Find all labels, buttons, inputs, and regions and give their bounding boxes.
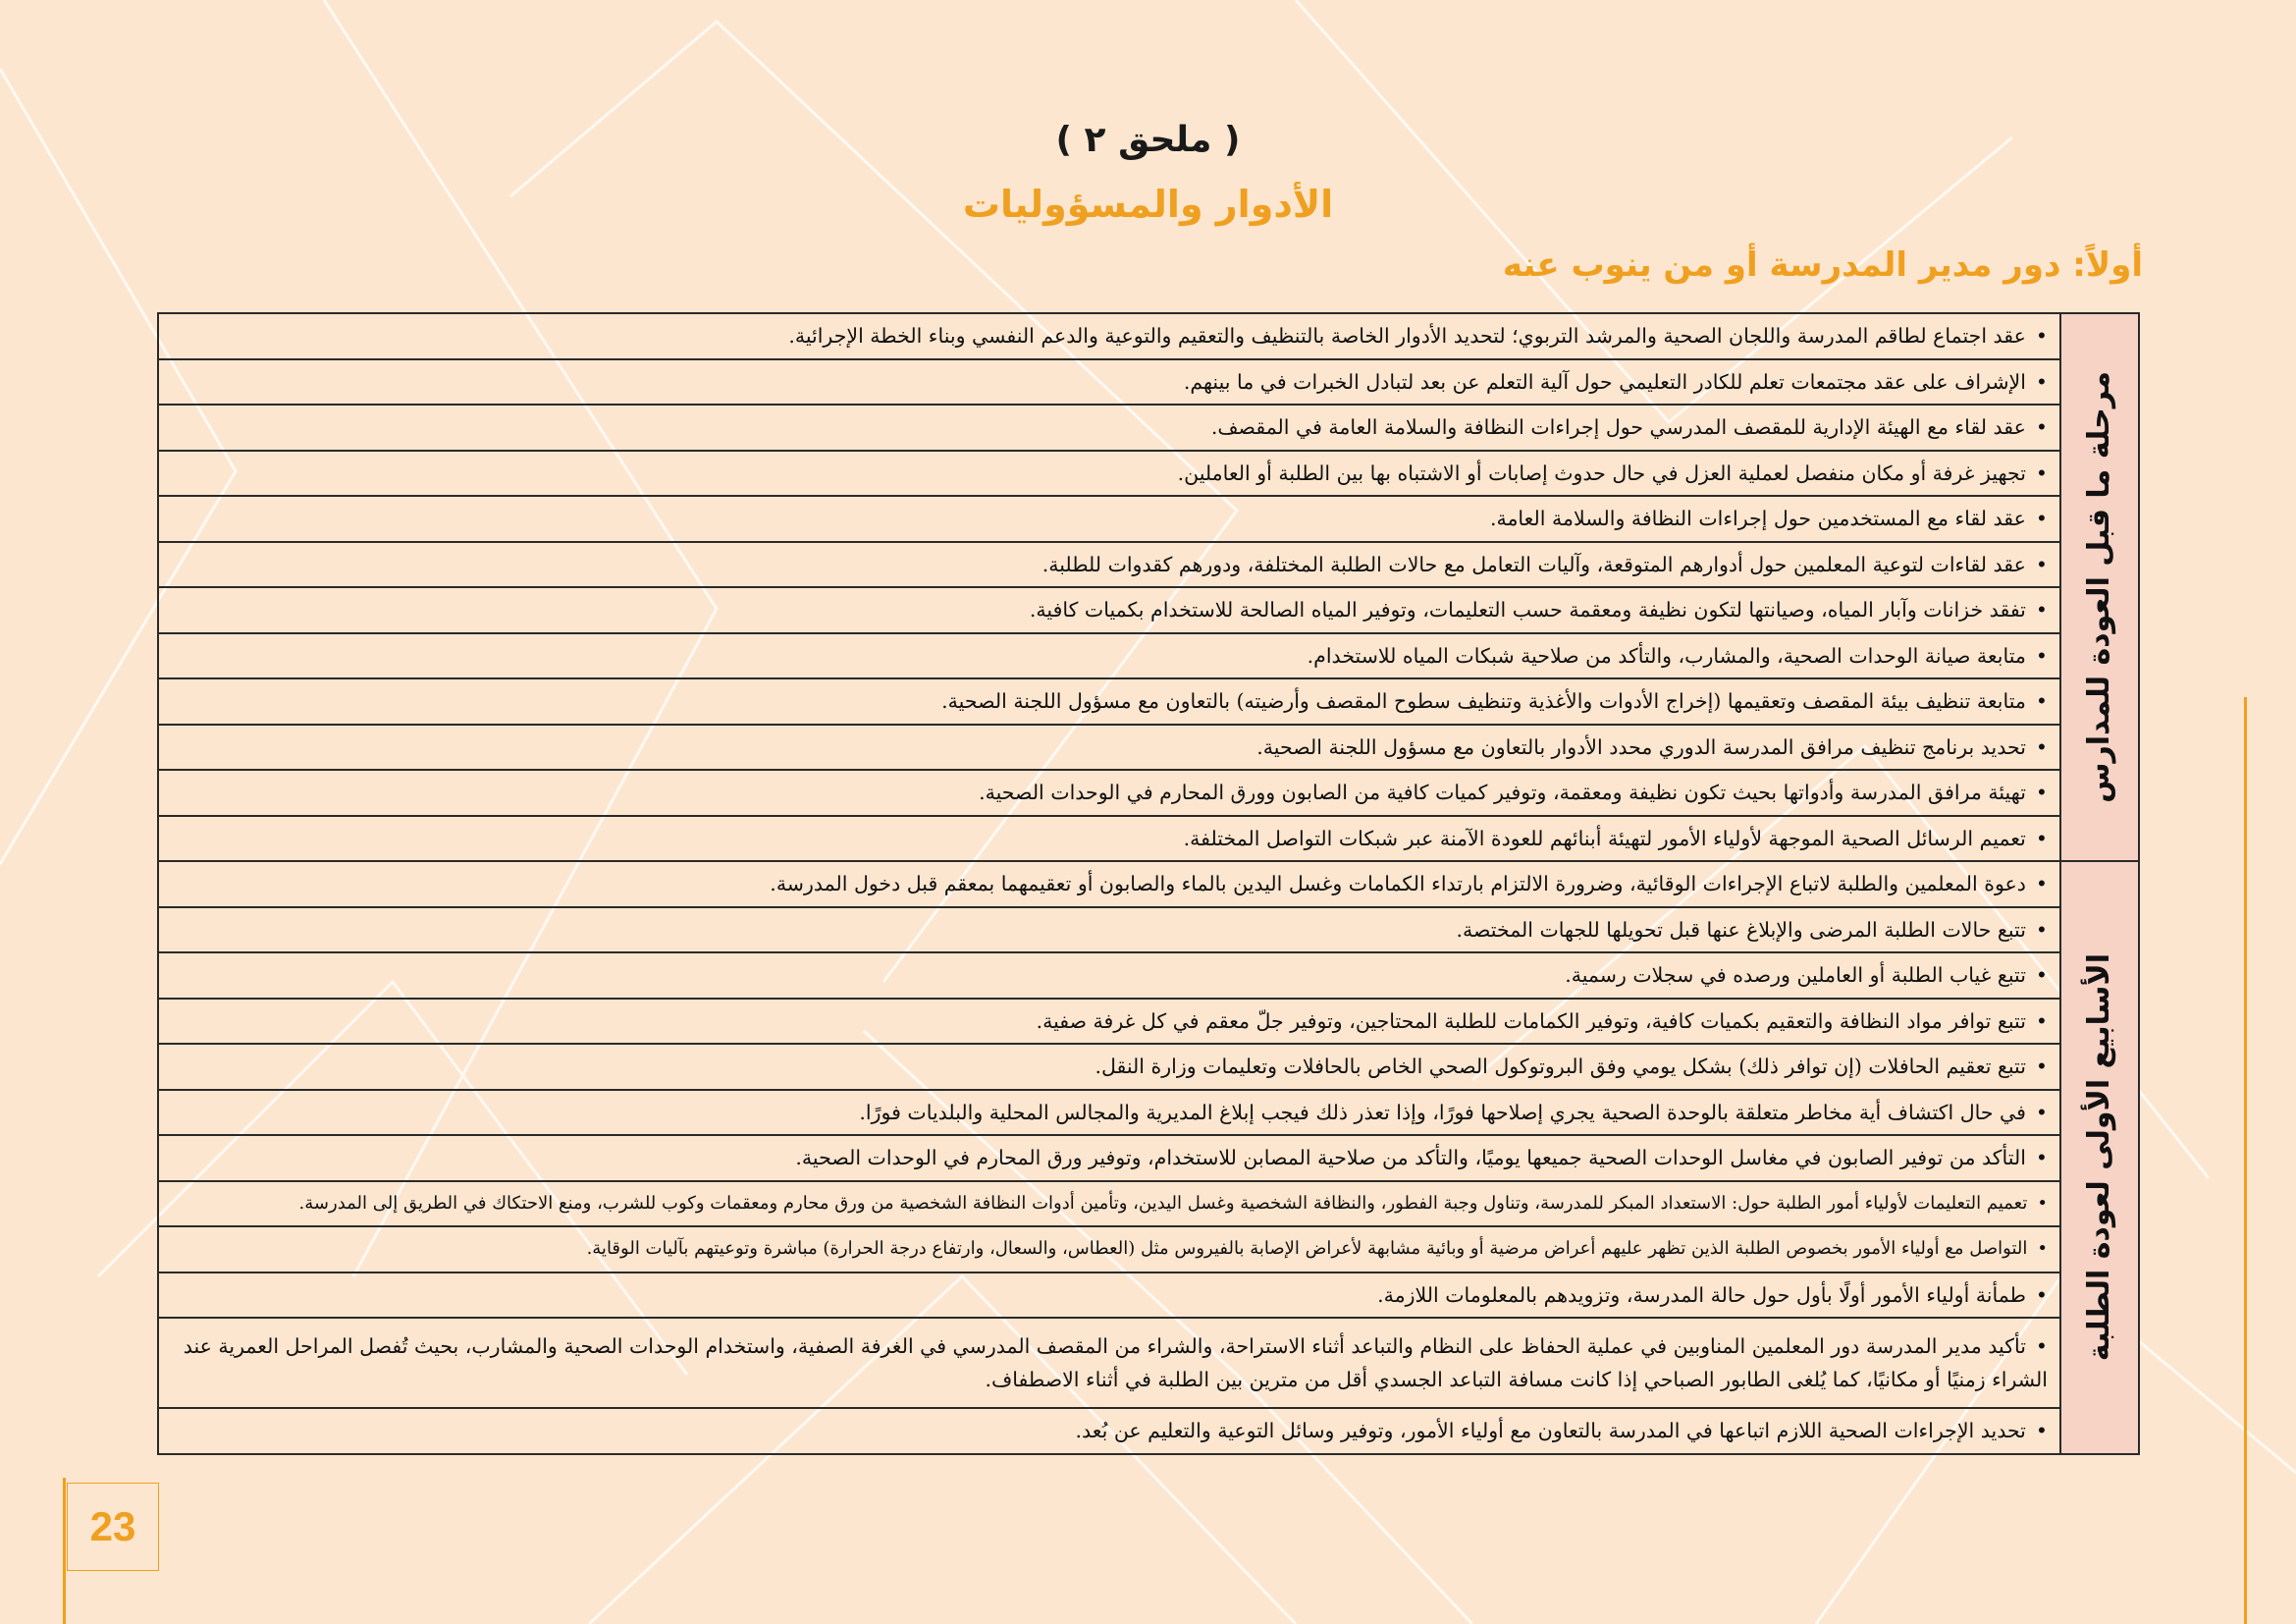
task-text: تحديد برنامج تنظيف مرافق المدرسة الدوري محدد الأدوار بالتعاون مع مسؤول اللجنة الصحية. — [1256, 734, 2026, 759]
bullet-icon: • — [2035, 1008, 2048, 1033]
task-text: تجهيز غرفة أو مكان منفصل لعملية العزل في حال حدوث إصابات أو الاشتباه بها بين الطلبة أو العاملين. — [1177, 460, 2026, 485]
task-row — [158, 1408, 2139, 1454]
bullet-icon: • — [2035, 1055, 2048, 1079]
task-cell — [158, 1135, 2060, 1181]
bullet-icon: • — [2035, 963, 2048, 988]
task-text: في حال اكتشاف أية مخاطر متعلقة بالوحدة الصحية يجري إصلاحها فورًا، وإذا تعذر ذلك فيجب إبلاغ المديرية والمجالس المحلية والبلديات فورًا. — [859, 1100, 2026, 1124]
task-text: تأكيد مدير المدرسة دور المعلمين المناوبين في عملية الحفاظ على النظام والتباعد أثناء الاستراحة، والشراء من المقصف المدرسي في الغرفة الصفية، واستخدام الوحدات الصحية والمشارب، بحيث تُفصل المراحل العمرية عند الشراء زمنيًا أو مكانيًا، كما يُلغى الطابور الصباحي إذا كانت مسافة التباعد الجسدي أقل من مترين بين الطلبة في أثناء الاصطفاف. — [183, 1334, 2048, 1391]
task-cell — [158, 1181, 2060, 1227]
task-row — [158, 1181, 2139, 1227]
task-row — [158, 587, 2139, 633]
task-row — [158, 1090, 2139, 1136]
task-row — [158, 496, 2139, 542]
task-row — [158, 1226, 2139, 1272]
task-cell — [158, 678, 2060, 725]
task-text: تفقد خزانات وآبار المياه، وصيانتها لتكون نظيفة ومعقمة حسب التعليمات، وتوفير المياه الصالحة للاستخدام بكميات كافية. — [1029, 598, 2026, 623]
roles-table — [157, 312, 2140, 1455]
task-cell — [158, 952, 2060, 999]
task-cell — [158, 907, 2060, 953]
bullet-icon: • — [2037, 1192, 2048, 1214]
task-row — [158, 907, 2139, 953]
bullet-icon: • — [2035, 507, 2048, 531]
bullet-icon: • — [2035, 598, 2048, 623]
bullet-icon: • — [2035, 1419, 2048, 1443]
task-row — [158, 816, 2139, 862]
task-row — [158, 999, 2139, 1045]
task-cell — [158, 633, 2060, 679]
task-cell — [158, 496, 2060, 542]
task-text: التواصل مع أولياء الأمور بخصوص الطلبة الذين تظهر عليهم أعراض مرضية أو وبائية مشابهة لأعراض الإصابة بالفيروس مثل (العطاس، والسعال، وارتفاع درجة الحرارة) مباشرة وتوعيتهم بآليات الوقاية. — [586, 1238, 2028, 1260]
task-row — [158, 542, 2139, 588]
task-cell — [158, 1272, 2060, 1319]
bullet-icon: • — [2035, 917, 2048, 942]
task-cell — [158, 999, 2060, 1045]
page-number: 23 — [67, 1483, 159, 1571]
bullet-icon: • — [2035, 689, 2048, 714]
bullet-icon: • — [2035, 1334, 2048, 1358]
task-row — [158, 770, 2139, 816]
task-row — [158, 725, 2139, 771]
task-text: الإشراف على عقد مجتمعات تعلم للكادر التعليمي حول آلية التعلم عن بعد لتبادل الخبرات في ما بينهم. — [1183, 369, 2026, 394]
section-heading: أولاً: دور مدير المدرسة أو من ينوب عنه — [1502, 245, 2143, 285]
task-cell — [158, 1090, 2060, 1136]
task-text: التأكد من توفير الصابون في مغاسل الوحدات الصحية جميعها يوميًا، والتأكد من صلاحية المصابن للاستخدام، وتوفير ورق المحارم في الوحدات الصحية. — [795, 1146, 2026, 1170]
task-text: تعميم الرسائل الصحية الموجهة لأولياء الأمور لتهيئة أبنائهم للعودة الآمنة عبر شبكات التواصل المختلفة. — [1183, 826, 2026, 850]
bullet-icon: • — [2035, 1146, 2048, 1170]
bullet-icon: • — [2035, 415, 2048, 440]
task-text: تعميم التعليمات لأولياء أمور الطلبة حول: الاستعداد المبكر للمدرسة، وتناول وجبة الفطور، والنظافة الشخصية وغسل اليدين، وتأمين أدوات النظافة الشخصية من ورق محارم ومعقمات وكوب للشرب، ومنع الاحتكاك في الطريق إلى المدرسة. — [298, 1192, 2028, 1214]
task-row — [158, 1044, 2139, 1090]
phase-cell — [2060, 313, 2139, 861]
task-cell — [158, 770, 2060, 816]
task-text: متابعة صيانة الوحدات الصحية، والمشارب، والتأكد من صلاحية شبكات المياه للاستخدام. — [1307, 643, 2026, 668]
task-cell — [158, 1044, 2060, 1090]
task-row — [158, 952, 2139, 999]
bullet-icon: • — [2035, 1100, 2048, 1124]
bullet-icon: • — [2035, 643, 2048, 668]
task-text: عقد لقاءات لتوعية المعلمين حول أدوارهم المتوقعة، وآليات التعامل مع حالات الطلبة المختلفة، ودورهم كقدوات للطلبة. — [1041, 552, 2026, 576]
task-cell — [158, 313, 2060, 359]
task-cell — [158, 725, 2060, 771]
task-text: دعوة المعلمين والطلبة لاتباع الإجراءات الوقائية، وضرورة الالتزام بارتداء الكمامات وغسل اليدين بالماء والصابون أو تعقيمهما بمعقم قبل دخول المدرسة. — [770, 872, 2026, 896]
bullet-icon: • — [2035, 324, 2048, 349]
task-cell — [158, 451, 2060, 497]
bullet-icon: • — [2035, 781, 2048, 805]
left-margin-rule — [63, 1478, 66, 1624]
task-cell — [158, 359, 2060, 406]
bullet-icon: • — [2035, 460, 2048, 485]
phase-cell — [2060, 861, 2139, 1454]
task-text: تتبع تعقيم الحافلات (إن توافر ذلك) بشكل يومي وفق البروتوكول الصحي الخاص بالحافلات وتعليمات وزارة النقل. — [1095, 1055, 2026, 1079]
task-cell — [158, 1408, 2060, 1454]
task-cell — [158, 405, 2060, 451]
task-text: تحديد الإجراءات الصحية اللازم اتباعها في المدرسة بالتعاون مع أولياء الأمور، وتوفير وسائل التوعية والتعليم عن بُعد. — [1075, 1419, 2026, 1443]
task-cell — [158, 1226, 2060, 1272]
task-cell — [158, 587, 2060, 633]
bullet-icon: • — [2035, 1282, 2048, 1307]
task-row — [158, 861, 2139, 907]
bullet-icon: • — [2035, 872, 2048, 896]
task-text: تتبع توافر مواد النظافة والتعقيم بكميات كافية، وتوفير الكمامات للطلبة المحتاجين، وتوفير جلّ معقم في كل غرفة صفية. — [1036, 1008, 2026, 1033]
task-row — [158, 1135, 2139, 1181]
task-row — [158, 451, 2139, 497]
annex-label: ( ملحق ٢ ) — [1055, 120, 1241, 160]
bullet-icon: • — [2035, 369, 2048, 394]
task-cell — [158, 816, 2060, 862]
task-row — [158, 405, 2139, 451]
right-margin-rule — [2244, 697, 2247, 1624]
task-row — [158, 313, 2139, 359]
roles-table-body — [158, 313, 2139, 1454]
task-text: عقد اجتماع لطاقم المدرسة واللجان الصحية والمرشد التربوي؛ لتحديد الأدوار الخاصة بالتنظيف والتعقيم والتوعية والدعم النفسي وبناء الخطة الإجرائية. — [788, 324, 2026, 349]
task-text: تتبع غياب الطلبة أو العاملين ورصده في سجلات رسمية. — [1565, 963, 2026, 988]
task-cell — [158, 1318, 2060, 1408]
task-text: عقد لقاء مع المستخدمين حول إجراءات النظافة والسلامة العامة. — [1489, 507, 2026, 531]
task-text: طمأنة أولياء الأمور أولًا بأول حول حالة المدرسة، وتزويدهم بالمعلومات اللازمة. — [1377, 1282, 2026, 1307]
bullet-icon: • — [2037, 1238, 2048, 1260]
phase-label: مرحلة ما قبل العودة للمدارس — [2082, 371, 2116, 803]
phase-label: الأسابيع الأولى لعودة الطلبة — [2082, 953, 2116, 1362]
task-text: عقد لقاء مع الهيئة الإدارية للمقصف المدرسي حول إجراءات النظافة والسلامة العامة في المقصف. — [1210, 415, 2026, 440]
task-row — [158, 359, 2139, 406]
task-cell — [158, 861, 2060, 907]
bullet-icon: • — [2035, 734, 2048, 759]
bullet-icon: • — [2035, 552, 2048, 576]
task-text: تهيئة مرافق المدرسة وأدواتها بحيث تكون نظيفة ومعقمة، وتوفير كميات كافية من الصابون وورق المحارم في الوحدات الصحية. — [979, 781, 2026, 805]
task-row — [158, 1318, 2139, 1408]
task-text: تتبع حالات الطلبة المرضى والإبلاغ عنها قبل تحويلها للجهات المختصة. — [1456, 917, 2026, 942]
task-row — [158, 1272, 2139, 1319]
task-row — [158, 678, 2139, 725]
bullet-icon: • — [2035, 826, 2048, 850]
task-cell — [158, 542, 2060, 588]
task-text: متابعة تنظيف بيئة المقصف وتعقيمها (إخراج الأدوات والأغذية وتنظيف سطوح المقصف وأرضيته) بالتعاون مع مسؤول اللجنة الصحية. — [941, 689, 2026, 714]
page-title: الأدوار والمسؤوليات — [962, 183, 1334, 226]
task-row — [158, 633, 2139, 679]
